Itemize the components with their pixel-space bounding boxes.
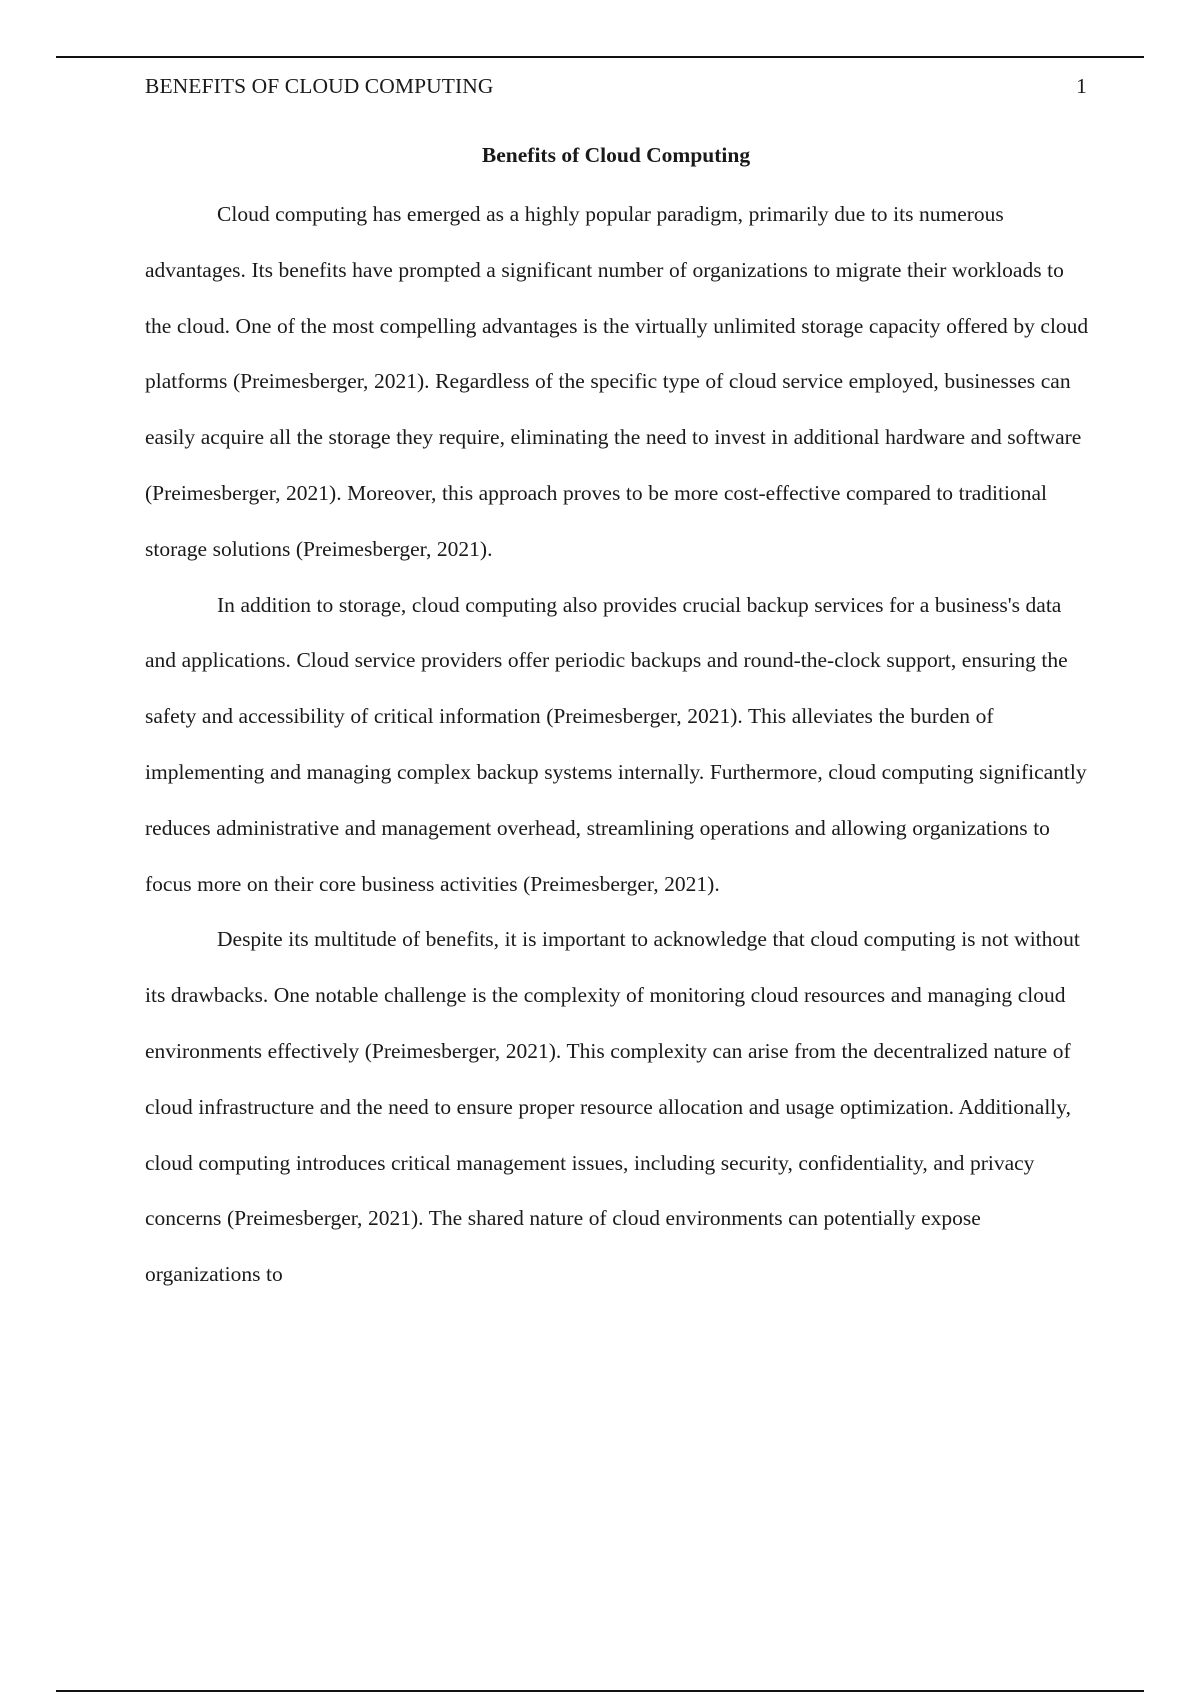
paragraph-2: In addition to storage, cloud computing also provides crucial backup services for a business's data and applications. Cloud service providers offer periodic backups and round-the-clock support, ensuring the safety and accessibility of critical information (Preimesberger, 2021). This alleviates the burden of implementing and managing complex backup systems internally. Furthermore, cloud computing significantly reduces administrative and management overhead, streamlining operations and allowing organizations to focus more on their core business activities (Preimesberger, 2021). bbox=[145, 592, 1087, 896]
page-number: 1 bbox=[1076, 74, 1087, 98]
top-rule bbox=[56, 56, 1144, 58]
bottom-rule bbox=[56, 1690, 1144, 1692]
paragraph-1: Cloud computing has emerged as a highly popular paradigm, primarily due to its numerous advantages. Its benefits have prompted a significant number of organizations to migrate their workloads to the cloud. One of the most compelling advantages is the virtually unlimited storage capacity offered by cloud platforms (Preimesberger, 2021). Regardless of the specific type of cloud service employed, businesses can easily acquire all the storage they require, eliminating the need to invest in additional hardware and software (Preimesberger, 2021). Moreover, this approach proves to be more cost-effective compared to traditional storage solutions (Preimesberger, 2021). bbox=[145, 202, 1089, 561]
running-head-title: BENEFITS OF CLOUD COMPUTING bbox=[145, 74, 494, 98]
paragraph-3: Despite its multitude of benefits, it is important to acknowledge that cloud computing is not without its drawbacks. One notable challenge is the complexity of monitoring cloud resources and managing cloud environments effectively (Preimesberger, 2021). This complexity can arise from the decentralized nature of cloud infrastructure and the need to ensure proper resource allocation and usage optimization. Additionally, cloud computing introduces critical management issues, including security, confidentiality, and privacy concerns (Preimesberger, 2021). The shared nature of cloud environments can potentially expose organizations to bbox=[145, 927, 1080, 1287]
running-head bbox=[145, 74, 1087, 99]
document-body bbox=[145, 187, 1095, 1303]
document-title: Benefits of Cloud Computing bbox=[481, 143, 751, 167]
